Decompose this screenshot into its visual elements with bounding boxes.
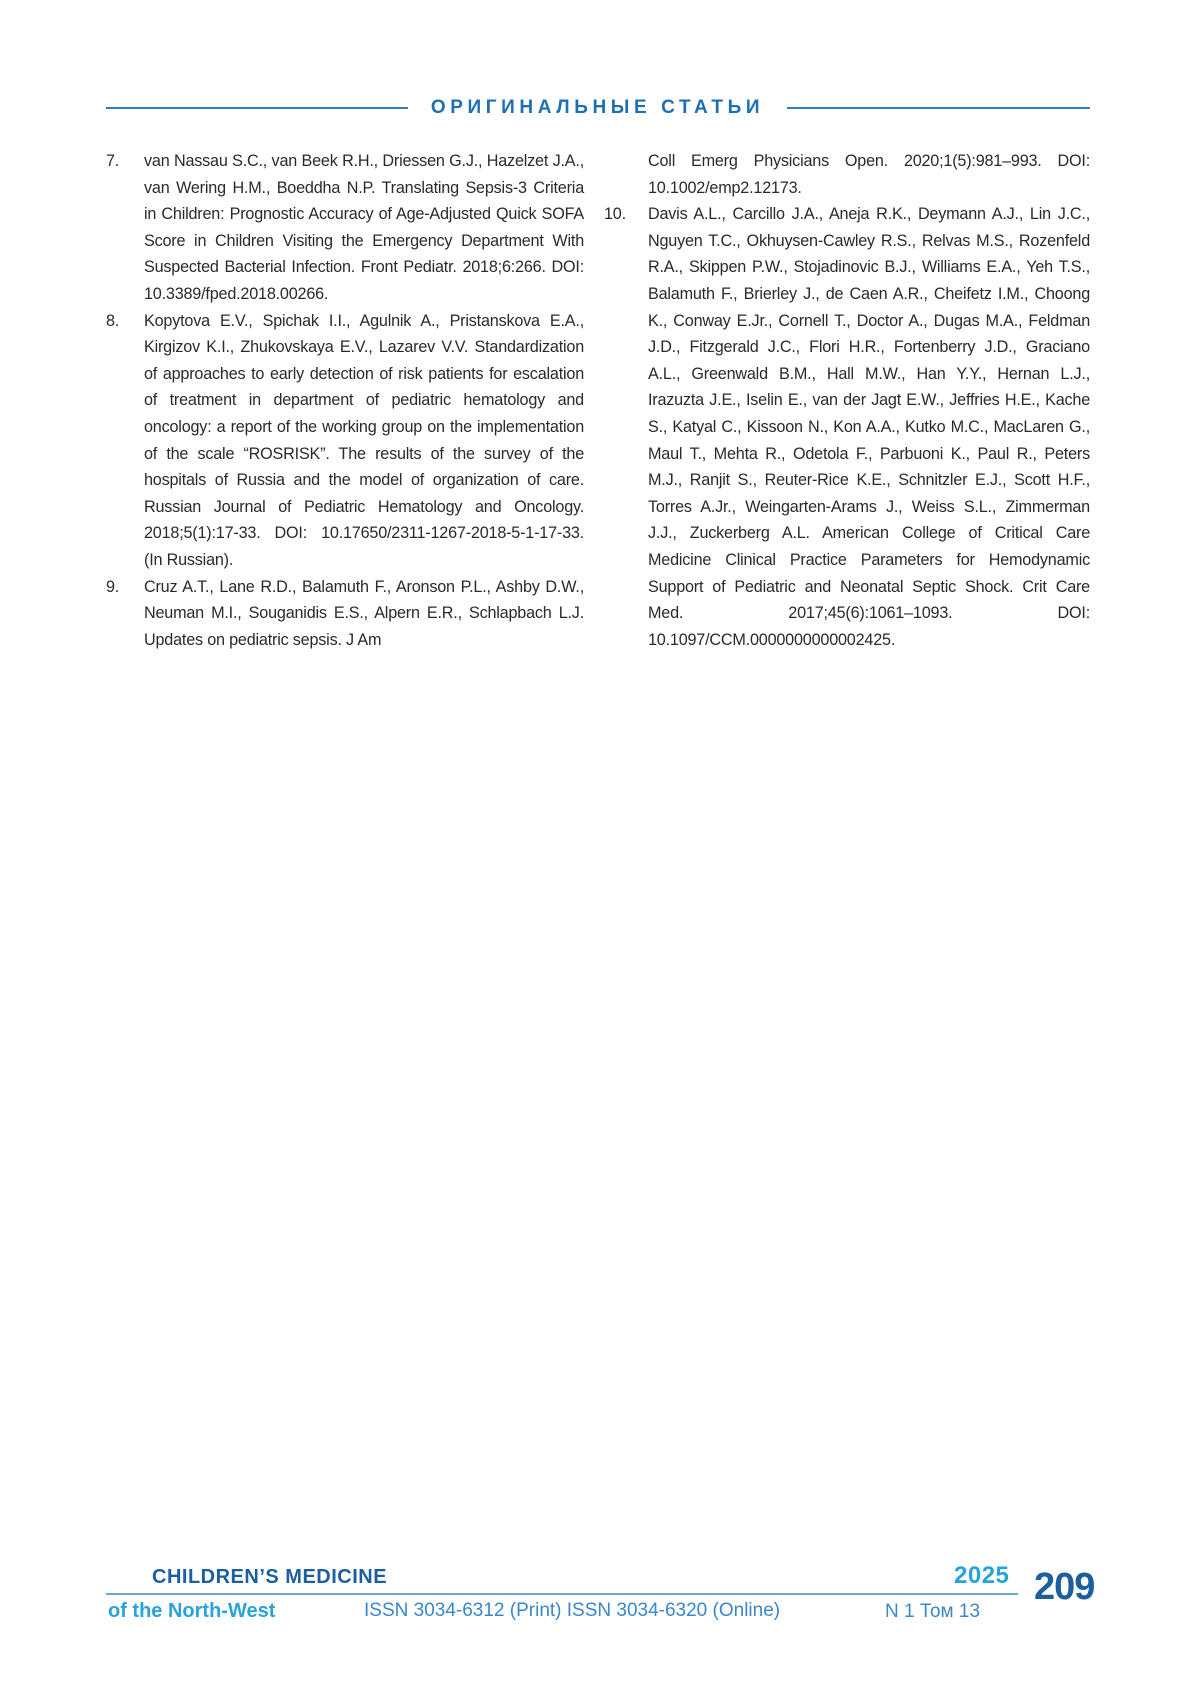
issue-year: 2025 (954, 1562, 1010, 1589)
references-right-column (604, 148, 1090, 653)
journal-title-line1: CHILDREN’S MEDICINE (152, 1566, 388, 1588)
reference-number: 9. (106, 577, 120, 596)
section-title: ОРИГИНАЛЬНЫЕ СТАТЬИ (430, 97, 765, 118)
reference-item (106, 308, 584, 574)
reference-continuation: Coll Emerg Physicians Open. 2020;1(5):981–993. DOI: 10.1002/emp2.12173. (648, 152, 1090, 197)
reference-item (106, 574, 584, 654)
reference-item (106, 148, 584, 308)
reference-text: van Nassau S.C., van Beek R.H., Driessen G.J., Hazelzet J.A., van Wering H.M., Boeddha N.P. Translating Sepsis-3 Criteria in Children: Prognostic Accuracy of Age-Adjusted Quick SOFA Score in Children Visiting the Emergency Department With Suspected Bacterial Infection. Front Pediatr. 2018;6:266. DOI: 10.3389/fped.2018.00266. (144, 152, 584, 303)
header-rule-right (787, 107, 1090, 109)
reference-text: Davis A.L., Carcillo J.A., Aneja R.K., Deymann A.J., Lin J.C., Nguyen T.C., Okhuysen-Cawley R.S., Relvas M.S., Rozenfeld R.A., Skippen P.W., Stojadinovic B.J., Williams E.A., Yeh T.S., Balamuth F., Brierley J., de Caen A.R., Cheifetz I.M., Choong K., Conway E.Jr., Cornell T., Doctor A., Dugas M.A., Feldman J.D., Fitzgerald J.C., Flori H.R., Fortenberry J.D., Graciano A.L., Greenwald B.M., Hall M.W., Han Y.Y., Hernan L.J., Irazuzta J.E., Iselin E., van der Jagt E.W., Jeffries H.E., Kache S., Katyal C., Kissoon N., Kon A.A., Kutko M.C., MacLaren G., Maul T., Mehta R., Odetola F., Parbuoni K., Paul R., Peters M.J., Ranjit S., Reuter-Rice K.E., Schnitzler E.J., Scott H.F., Torres A.Jr., Weingarten-Arams J., Weiss S.L., Zimmerman J.J., Zuckerberg A.L. American College of Critical Care Medicine Clinical Practice Parameters for Hemodynamic Support of Pediatric and Neonatal Septic Shock. Crit Care Med. 2017;45(6):1061–1093. DOI: 10.1097/CCM.0000000000002425. (648, 205, 1090, 649)
header-rule-left (106, 107, 408, 109)
reference-text: Kopytova E.V., Spichak I.I., Agulnik A., Pristanskova E.A., Kirgizov K.I., Zhukovskaya E.V., Lazarev V.V. Standardization of approaches to early detection of risk patients for escalation of treatment in department of pediatric hematology and oncology: a report of the working group on the implementation of the scale “ROSRISK”. The results of the survey of the hospitals of Russia and the model of organization of care. Russian Journal of Pediatric Hematology and Oncology. 2018;5(1):17-33. DOI: 10.17650/2311-1267-2018-5-1-17-33. (In Russian). (144, 311, 584, 569)
issue-number: N 1 Том 13 (885, 1601, 981, 1622)
footer-rule (106, 1593, 1018, 1595)
issn-text: ISSN 3034-6312 (Print) ISSN 3034-6320 (Online) (364, 1600, 781, 1621)
reference-item (604, 201, 1090, 653)
reference-number: 10. (604, 205, 626, 224)
references-left-column (106, 148, 584, 653)
reference-text: Cruz A.T., Lane R.D., Balamuth F., Aronson P.L., Ashby D.W., Neuman M.I., Souganidis E.S., Alpern E.R., Schlapbach L.J. Updates on pediatric sepsis. J Am (144, 577, 584, 649)
journal-title-line2: of the North-West (108, 1600, 276, 1622)
reference-number: 8. (106, 311, 120, 330)
section-header (106, 96, 1090, 120)
reference-number: 7. (106, 152, 120, 170)
page-footer (106, 1560, 1095, 1622)
page-number: 209 (1034, 1566, 1095, 1608)
